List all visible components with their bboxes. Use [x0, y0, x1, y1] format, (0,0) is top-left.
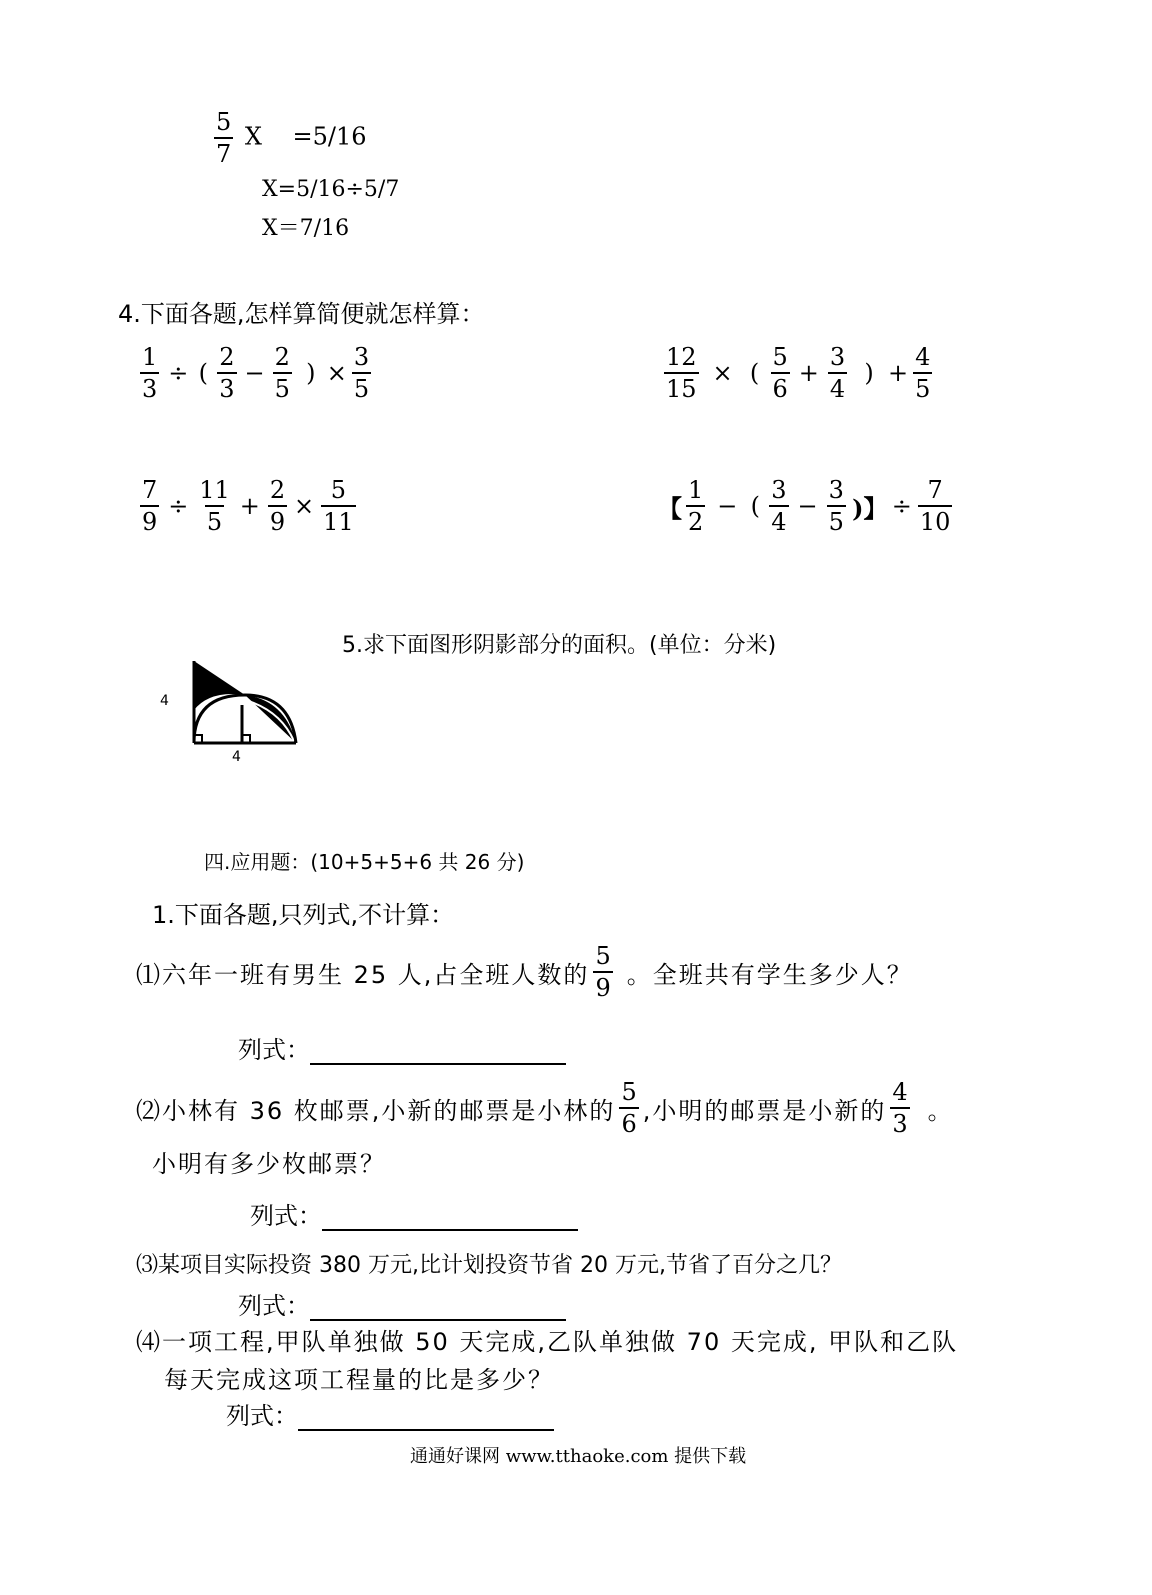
answer-line-1[interactable]: [238, 1030, 566, 1065]
answer-label: 列式：: [238, 1292, 310, 1320]
problem-4-line2: 每天完成这项工程量的比是多少？: [164, 1366, 554, 1394]
equation-line-2: X=5/16÷5/7: [262, 177, 400, 202]
answer-line-3[interactable]: [238, 1286, 566, 1321]
part4-title: 四.应用题：(10+5+5+6 共 26 分): [204, 850, 525, 874]
problem-3: ⑶某项目实际投资 380 万元,比计划投资节省 20 万元,节省了百分之几？: [136, 1253, 842, 1278]
q5-title: 5.求下面图形阴影部分的面积。(单位：分米): [342, 633, 777, 658]
answer-line-4[interactable]: [226, 1396, 554, 1431]
q4-problem-4: 【 $\frac{1}{2}$ − ( $\frac{3}{4}$ − $\frac{3}{5}$ )】 ÷ $\frac{7}{10}$: [658, 476, 951, 536]
footer: 通通好课网 www.tthaoke.com 提供下载: [410, 1446, 747, 1467]
frac-num: 5: [216, 108, 232, 136]
equation-line-3: X＝7/16: [262, 216, 350, 241]
frac-den: 7: [214, 137, 233, 166]
equation-line-1: [210, 110, 367, 166]
part4-sub1: 1.下面各题,只列式,不计算：: [152, 901, 455, 929]
shaded-figure: [150, 655, 310, 765]
problem-4: ⑷一项工程,甲队单独做 50 天完成,乙队单独做 70 天完成, 甲队和乙队: [136, 1328, 959, 1356]
label-bottom: 4: [232, 749, 241, 765]
answer-label: 列式：: [238, 1036, 310, 1064]
problem-1: ⑴六年一班有男生 25 人,占全班人数的 $\frac{5}{9}$ 。全班共有学生多少人？: [136, 942, 913, 1002]
q4-problem-2: $\frac{12}{15}$ × ( $\frac{5}{6}$ + $\frac{3}{4}$ ) + $\frac{4}{5}$: [666, 343, 931, 403]
answer-line-2[interactable]: [250, 1196, 578, 1231]
problem-2: ⑵小林有 36 枚邮票,小新的邮票是小林的 $\frac{5}{6}$ ,小明的邮票是小新的 $\frac{4}{3}$ 。: [136, 1078, 954, 1138]
shaded-region-left: [194, 661, 245, 710]
equation-text: X =5/16: [244, 122, 367, 151]
q4-problem-3: $\frac{7}{9}$ ÷ $\frac{11}{5}$ + $\frac{2}{9}$ × $\frac{5}{11}$: [142, 476, 354, 536]
label-left: 4: [160, 693, 169, 709]
problem-2-line2: 小明有多少枚邮票？: [152, 1150, 386, 1178]
answer-label: 列式：: [226, 1402, 298, 1430]
q4-problem-1: $\frac{1}{3}$ ÷ ( $\frac{2}{3}$ − $\frac{2}{5}$ ) × $\frac{3}{5}$: [142, 343, 370, 403]
q4-title: 4.下面各题,怎样算简便就怎样算：: [118, 300, 485, 328]
answer-label: 列式：: [250, 1202, 322, 1230]
